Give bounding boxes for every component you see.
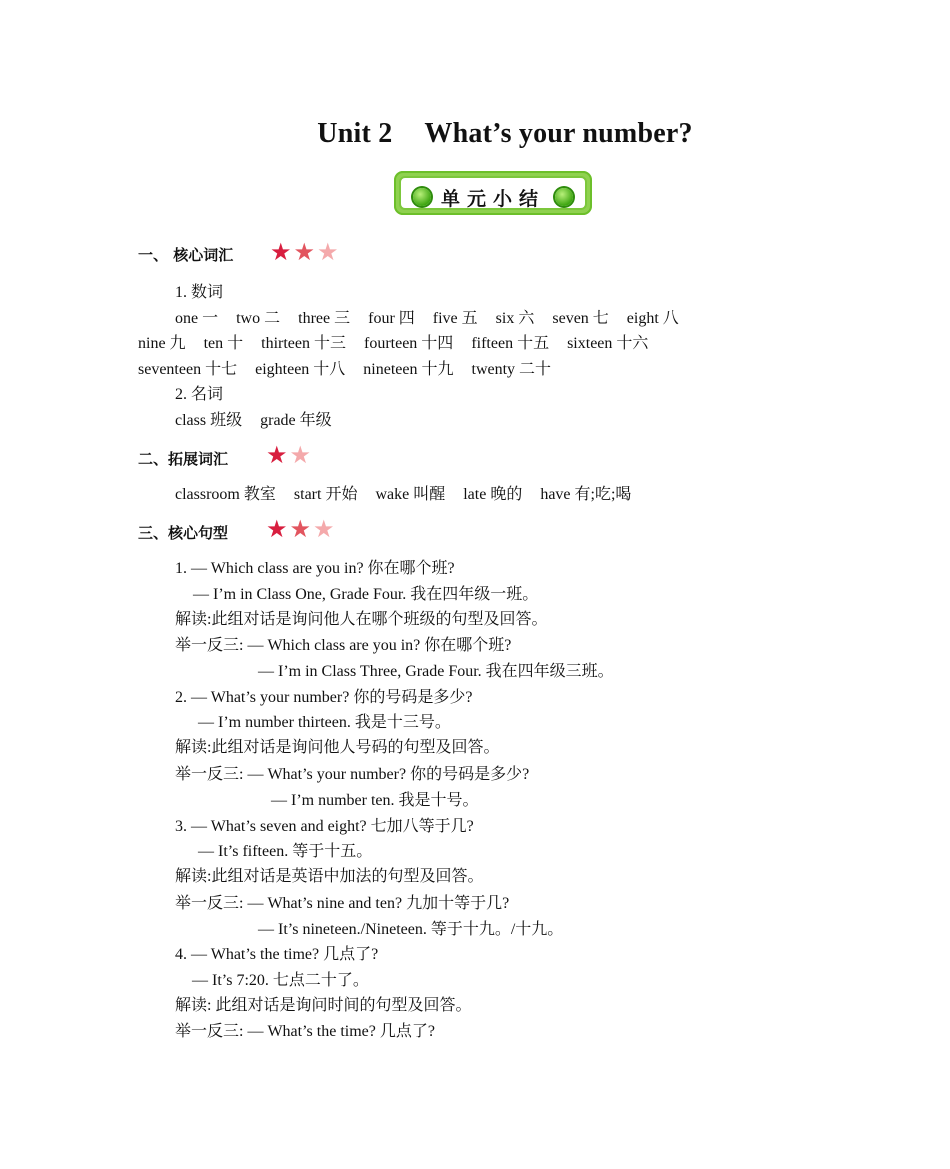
star-icon: ★ <box>293 238 316 266</box>
section-heading-extended-vocab: 二、拓展词汇 <box>138 450 229 468</box>
word-item: twenty 二十 <box>471 361 552 378</box>
sentence-line: — I’m number thirteen. 我是十三号。 <box>198 714 451 731</box>
green-dot-icon <box>555 188 573 206</box>
star-icon: ★ <box>289 441 312 469</box>
word-item: fifteen 十五 <box>471 335 550 352</box>
section-heading-core-sentences: 三、核心句型 <box>138 524 229 542</box>
word-item: three 三 <box>298 310 351 327</box>
sentence-line: — It’s fifteen. 等于十五。 <box>198 843 373 860</box>
star-icon: ★ <box>266 515 288 543</box>
sentence-line: 2. — What’s your number? 你的号码是多少? <box>175 689 473 706</box>
star-icon: ★ <box>313 515 335 543</box>
star-icon: ★ <box>266 441 288 469</box>
word-item: wake 叫醒 <box>375 486 446 503</box>
word-item: two 二 <box>236 310 281 327</box>
sentence-line: — It’s nineteen./Nineteen. 等于十九。/十九。 <box>258 921 564 938</box>
word-item: nine 九 <box>138 335 186 352</box>
badge-label: 单元小结 <box>440 188 545 210</box>
word-item: five 五 <box>432 310 478 327</box>
word-item: sixteen 十六 <box>567 335 649 352</box>
word-item: classroom 教室 <box>175 486 276 503</box>
word-item: ten 十 <box>203 335 244 352</box>
word-item: class 班级 <box>175 412 243 429</box>
word-item: eighteen 十八 <box>255 361 346 378</box>
rating-stars <box>270 240 339 264</box>
sentence-line: 4. — What’s the time? 几点了? <box>175 946 379 963</box>
star-icon: ★ <box>289 515 312 543</box>
word-item: four 四 <box>368 310 415 327</box>
word-item: late 晚的 <box>463 486 523 503</box>
nouns-row <box>175 411 350 431</box>
vocab-row-3 <box>138 360 569 380</box>
rating-stars <box>266 517 335 541</box>
explanation-line: 解读:此组对话是英语中加法的句型及回答。 <box>175 868 484 885</box>
word-item: one 一 <box>175 310 219 327</box>
example-line: 举一反三: — What’s the time? 几点了? <box>175 1023 435 1040</box>
word-item: six 六 <box>495 310 535 327</box>
extended-vocab-row <box>175 485 649 505</box>
numerals-heading: 1. 数词 <box>175 284 224 301</box>
vocab-row-1 <box>175 309 697 329</box>
explanation-line: 解读: 此组对话是询问时间的句型及回答。 <box>175 997 472 1014</box>
word-item: fourteen 十四 <box>364 335 454 352</box>
rating-stars <box>266 443 311 467</box>
star-icon: ★ <box>270 238 292 266</box>
unit-title: What’s your number? <box>424 118 693 149</box>
explanation-line: 解读:此组对话是询问他人在哪个班级的句型及回答。 <box>175 611 548 628</box>
unit-label: Unit 2 <box>317 118 393 149</box>
example-line: 举一反三: — Which class are you in? 你在哪个班? <box>175 637 512 654</box>
example-line: 举一反三: — What’s nine and ten? 九加十等于几? <box>175 895 510 912</box>
word-item: nineteen 十九 <box>363 361 454 378</box>
word-item: eight 八 <box>626 310 679 327</box>
summary-badge <box>394 171 592 215</box>
nouns-heading: 2. 名词 <box>175 386 224 403</box>
word-item: start 开始 <box>293 486 358 503</box>
star-icon: ★ <box>317 238 339 266</box>
explanation-line: 解读:此组对话是询问他人号码的句型及回答。 <box>175 739 500 756</box>
sentence-line: — I’m in Class Three, Grade Four. 我在四年级三班。 <box>258 663 614 680</box>
sentence-line: — I’m number ten. 我是十号。 <box>271 792 479 809</box>
vocab-row-2 <box>138 334 666 354</box>
sentence-line: — It’s 7:20. 七点二十了。 <box>192 972 369 989</box>
word-item: seven 七 <box>552 310 609 327</box>
sentence-line: 1. — Which class are you in? 你在哪个班? <box>175 560 455 577</box>
word-item: seventeen 十七 <box>138 361 238 378</box>
section-heading-core-vocab: 一、 核心词汇 <box>138 246 234 264</box>
sentence-line: 3. — What’s seven and eight? 七加八等于几? <box>175 818 474 835</box>
word-item: grade 年级 <box>260 412 332 429</box>
sentence-line: — I’m in Class One, Grade Four. 我在四年级一班。 <box>193 586 539 603</box>
example-line: 举一反三: — What’s your number? 你的号码是多少? <box>175 766 530 783</box>
word-item: have 有;吃;喝 <box>540 486 632 503</box>
word-item: thirteen 十三 <box>261 335 346 352</box>
page-title <box>0 118 950 150</box>
